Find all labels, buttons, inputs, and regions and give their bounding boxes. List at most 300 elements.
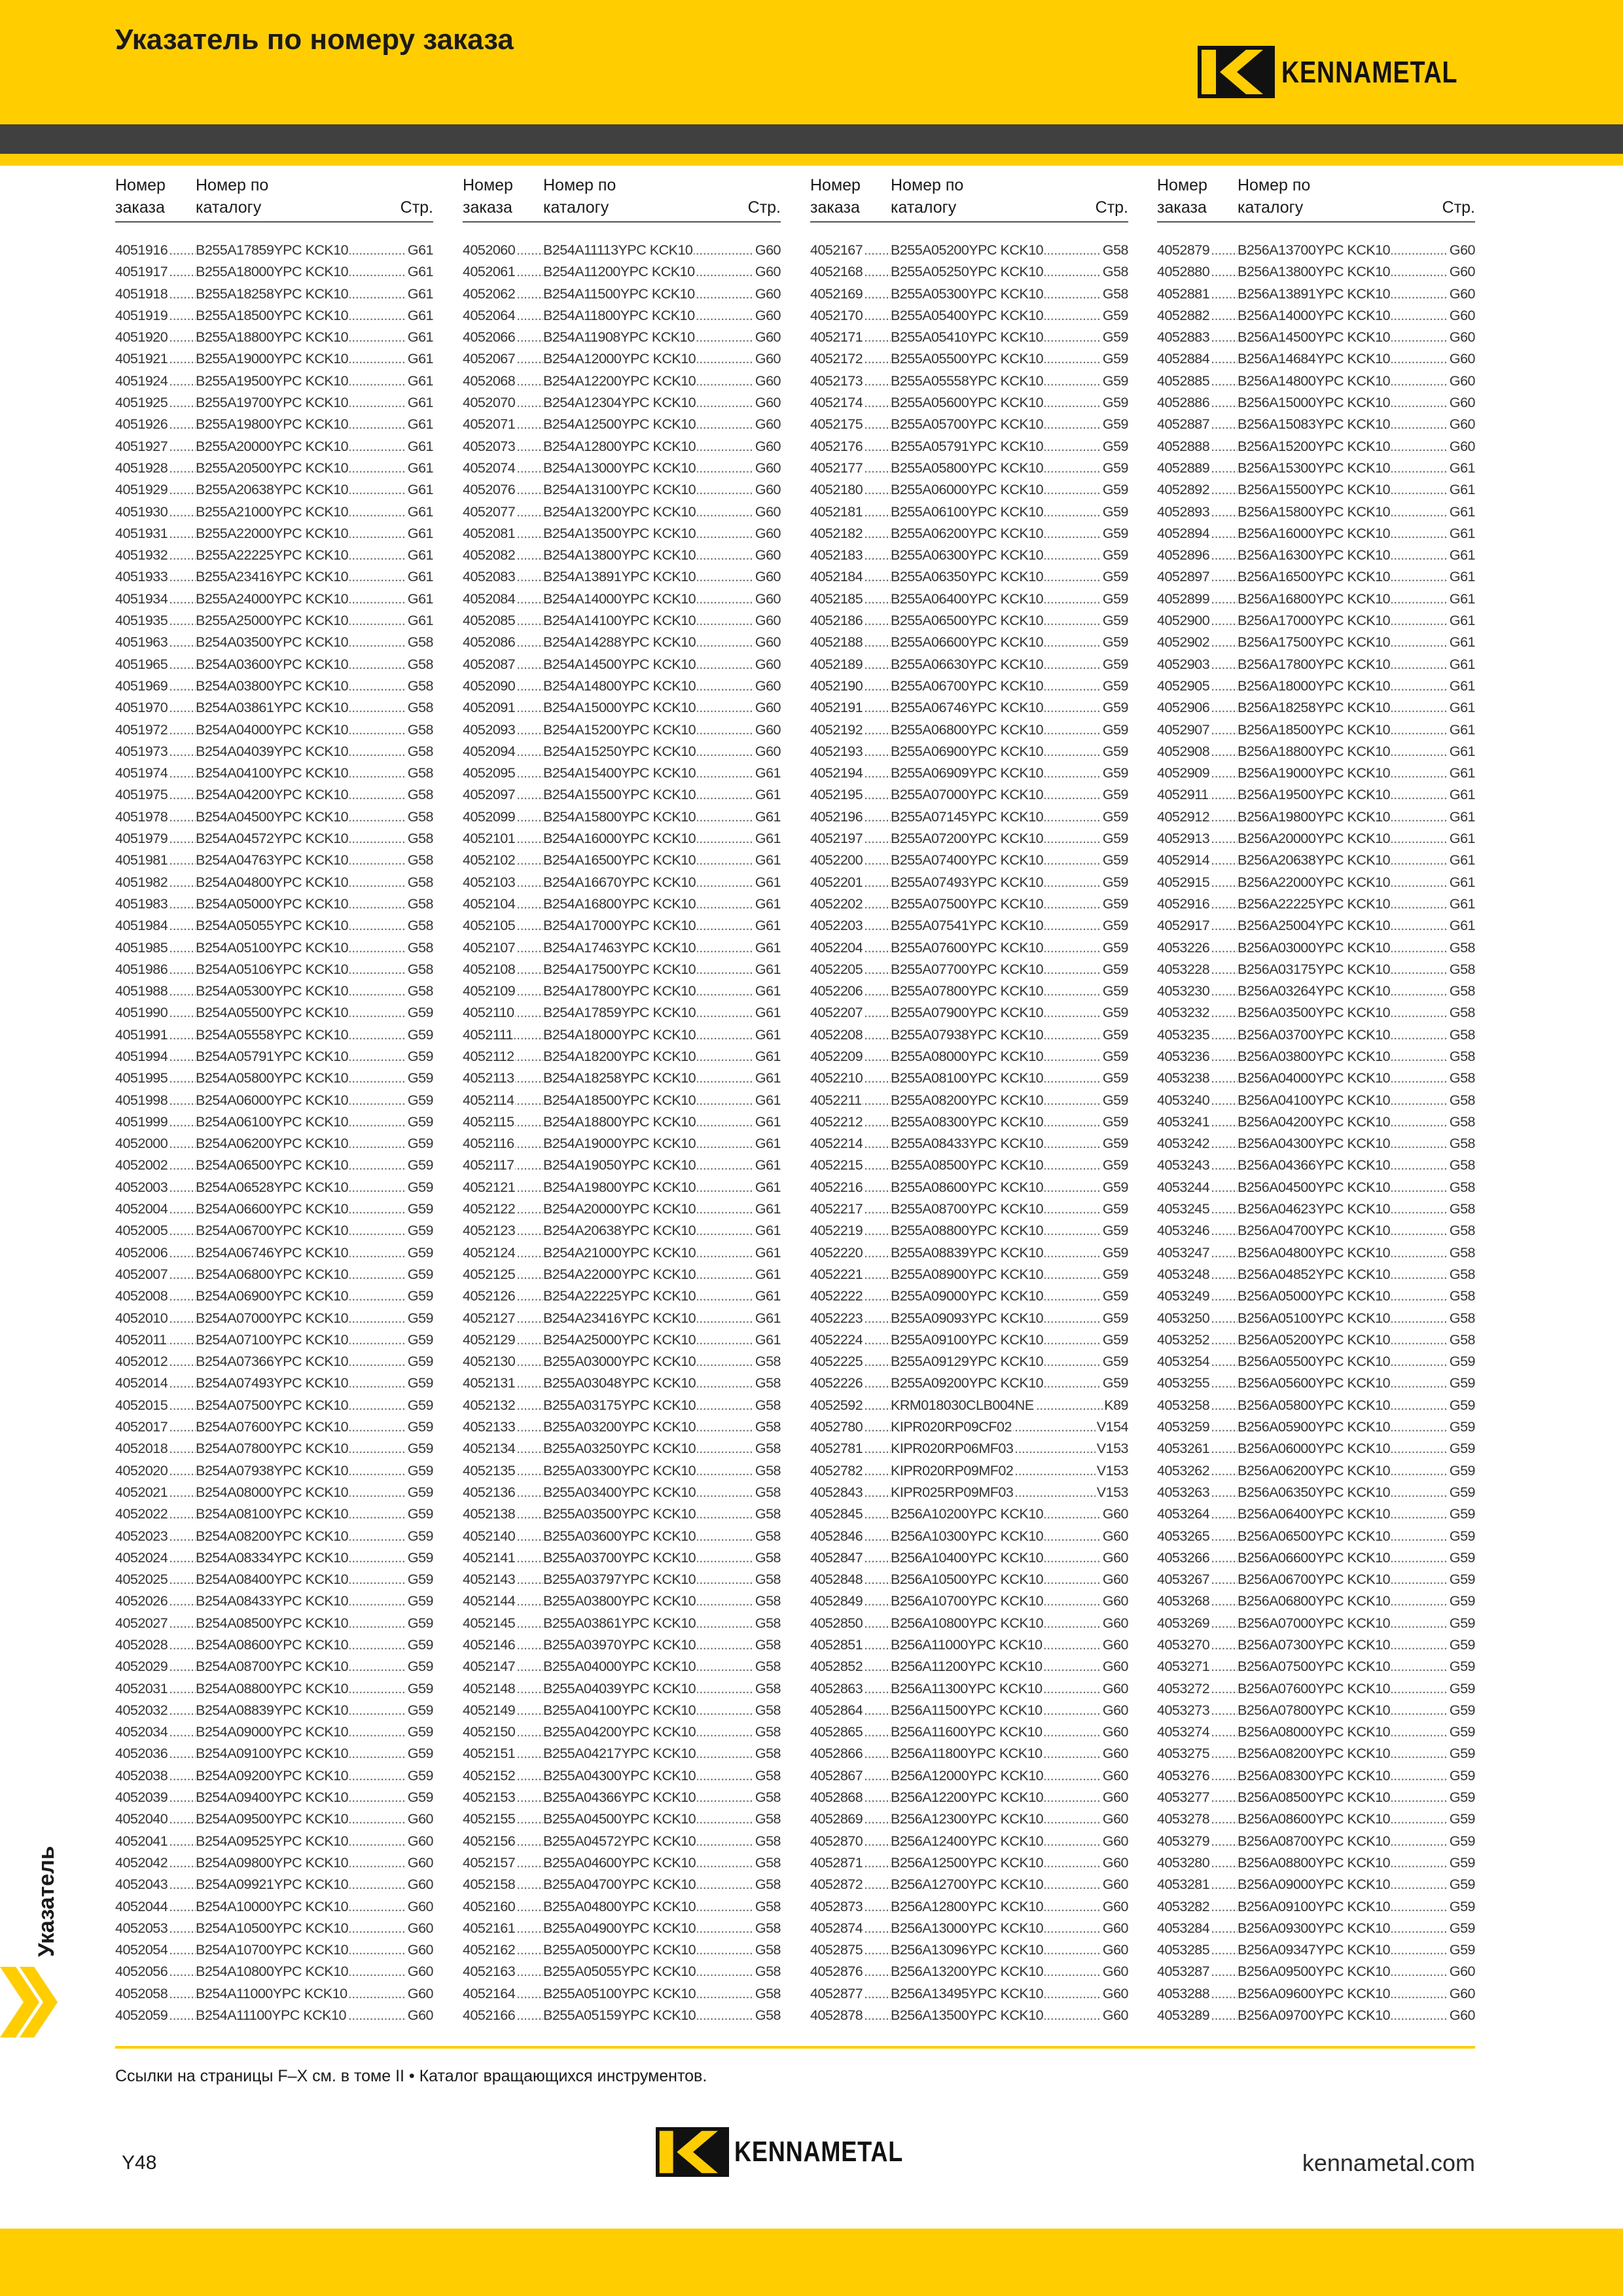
page-ref[interactable]: G61 xyxy=(754,1024,781,1046)
page-ref[interactable]: G58 xyxy=(754,2005,781,2026)
page-ref[interactable]: G59 xyxy=(406,1503,433,1525)
page-ref[interactable]: G60 xyxy=(1101,1613,1128,1634)
page-ref[interactable]: G58 xyxy=(1448,1155,1475,1176)
page-ref[interactable]: G59 xyxy=(1448,1613,1475,1634)
page-ref[interactable]: G58 xyxy=(754,1656,781,1677)
page-ref[interactable]: G60 xyxy=(406,2005,433,2026)
page-ref[interactable]: G58 xyxy=(1448,1002,1475,1024)
page-ref[interactable]: G59 xyxy=(406,1308,433,1329)
page-ref[interactable]: G58 xyxy=(1448,959,1475,980)
page-ref[interactable]: G59 xyxy=(1101,784,1128,806)
page-ref[interactable]: G58 xyxy=(1101,240,1128,261)
page-ref[interactable]: G61 xyxy=(754,784,781,806)
page-ref[interactable]: G58 xyxy=(406,719,433,741)
page-ref[interactable]: G59 xyxy=(1101,566,1128,588)
page-ref[interactable]: G58 xyxy=(406,632,433,653)
page-ref[interactable]: G61 xyxy=(406,501,433,523)
page-ref[interactable]: G59 xyxy=(1101,1351,1128,1372)
page-ref[interactable]: G60 xyxy=(754,523,781,545)
page-ref[interactable]: G59 xyxy=(1448,1460,1475,1482)
page-ref[interactable]: G61 xyxy=(1448,806,1475,828)
page-ref[interactable]: G59 xyxy=(1448,1395,1475,1416)
page-ref[interactable]: G61 xyxy=(754,762,781,784)
page-ref[interactable]: G58 xyxy=(754,1503,781,1525)
page-ref[interactable]: G60 xyxy=(1101,1656,1128,1677)
page-ref[interactable]: G59 xyxy=(1448,1852,1475,1874)
page-ref[interactable]: G59 xyxy=(1448,1656,1475,1677)
page-ref[interactable]: G60 xyxy=(754,283,781,305)
page-ref[interactable]: G61 xyxy=(1448,872,1475,893)
page-ref[interactable]: G61 xyxy=(406,327,433,348)
page-ref[interactable]: G59 xyxy=(1448,1372,1475,1394)
page-ref[interactable]: G59 xyxy=(1101,1133,1128,1155)
page-ref[interactable]: G59 xyxy=(1448,1590,1475,1612)
page-ref[interactable]: G60 xyxy=(1101,1634,1128,1656)
page-ref[interactable]: G61 xyxy=(1448,697,1475,719)
page-ref[interactable]: G60 xyxy=(1101,1808,1128,1830)
page-ref[interactable]: G59 xyxy=(406,1700,433,1721)
page-ref[interactable]: G61 xyxy=(754,893,781,915)
page-ref[interactable]: G59 xyxy=(406,1765,433,1787)
page-ref[interactable]: G58 xyxy=(754,1547,781,1569)
page-ref[interactable]: G58 xyxy=(406,828,433,850)
page-ref[interactable]: G59 xyxy=(1448,1743,1475,1765)
page-ref[interactable]: G61 xyxy=(1448,850,1475,871)
page-ref[interactable]: G60 xyxy=(1448,392,1475,414)
page-ref[interactable]: G61 xyxy=(406,479,433,501)
page-ref[interactable]: G59 xyxy=(1101,915,1128,937)
page-ref[interactable]: G61 xyxy=(406,566,433,588)
page-ref[interactable]: G61 xyxy=(754,1133,781,1155)
page-ref[interactable]: G61 xyxy=(754,1067,781,1089)
page-ref[interactable]: G61 xyxy=(1448,588,1475,610)
page-ref[interactable]: G58 xyxy=(754,1852,781,1874)
page-ref[interactable]: G58 xyxy=(1448,1329,1475,1351)
page-ref[interactable]: G59 xyxy=(1448,1634,1475,1656)
page-ref[interactable]: G60 xyxy=(754,414,781,435)
page-ref[interactable]: G58 xyxy=(1448,1198,1475,1220)
page-ref[interactable]: G60 xyxy=(406,1983,433,2005)
page-ref[interactable]: G59 xyxy=(1101,1111,1128,1133)
page-ref[interactable]: G59 xyxy=(1101,1177,1128,1198)
page-ref[interactable]: G59 xyxy=(1101,1090,1128,1111)
page-ref[interactable]: G61 xyxy=(754,1285,781,1307)
page-ref[interactable]: G61 xyxy=(406,436,433,457)
page-ref[interactable]: G58 xyxy=(754,1482,781,1503)
page-ref[interactable]: G59 xyxy=(406,1046,433,1067)
page-ref[interactable]: G58 xyxy=(754,1765,781,1787)
page-ref[interactable]: G59 xyxy=(1448,1721,1475,1743)
page-ref[interactable]: G61 xyxy=(1448,675,1475,697)
page-ref[interactable]: G59 xyxy=(1101,937,1128,959)
page-ref[interactable]: G61 xyxy=(754,1308,781,1329)
page-ref[interactable]: G61 xyxy=(754,1220,781,1242)
page-ref[interactable]: G59 xyxy=(1101,588,1128,610)
page-ref[interactable]: G59 xyxy=(1101,545,1128,566)
page-ref[interactable]: G58 xyxy=(1448,1133,1475,1155)
page-ref[interactable]: G60 xyxy=(406,1852,433,1874)
page-ref[interactable]: G59 xyxy=(1101,392,1128,414)
page-ref[interactable]: G59 xyxy=(1101,741,1128,762)
page-ref[interactable]: G61 xyxy=(754,1090,781,1111)
page-ref[interactable]: G60 xyxy=(1448,348,1475,370)
page-ref[interactable]: G60 xyxy=(1101,1743,1128,1765)
page-ref[interactable]: G60 xyxy=(406,1896,433,1918)
page-ref[interactable]: G59 xyxy=(1101,370,1128,392)
page-ref[interactable]: G61 xyxy=(1448,719,1475,741)
page-ref[interactable]: G58 xyxy=(406,915,433,937)
page-ref[interactable]: G58 xyxy=(1448,1220,1475,1242)
page-ref[interactable]: G59 xyxy=(1101,1308,1128,1329)
page-ref[interactable]: G61 xyxy=(406,261,433,283)
page-ref[interactable]: G59 xyxy=(406,1111,433,1133)
page-ref[interactable]: G60 xyxy=(1101,1590,1128,1612)
page-ref[interactable]: G58 xyxy=(1448,1090,1475,1111)
page-ref[interactable]: G59 xyxy=(1101,305,1128,327)
page-ref[interactable]: G60 xyxy=(754,457,781,479)
page-ref[interactable]: G61 xyxy=(754,915,781,937)
page-ref[interactable]: G60 xyxy=(1101,1526,1128,1547)
page-ref[interactable]: G60 xyxy=(754,392,781,414)
page-ref[interactable]: G59 xyxy=(1448,1874,1475,1895)
page-ref[interactable]: G58 xyxy=(754,1372,781,1394)
page-ref[interactable]: G60 xyxy=(754,675,781,697)
page-ref[interactable]: G59 xyxy=(406,1242,433,1264)
page-ref[interactable]: G60 xyxy=(1101,1787,1128,1808)
page-ref[interactable]: G58 xyxy=(406,959,433,980)
page-ref[interactable]: G61 xyxy=(1448,523,1475,545)
page-ref[interactable]: G61 xyxy=(1448,654,1475,675)
page-ref[interactable]: G60 xyxy=(754,588,781,610)
page-ref[interactable]: G59 xyxy=(1448,1482,1475,1503)
page-ref[interactable]: G59 xyxy=(1101,1002,1128,1024)
page-ref[interactable]: G59 xyxy=(1101,806,1128,828)
page-ref[interactable]: G58 xyxy=(754,1939,781,1961)
page-ref[interactable]: G61 xyxy=(406,392,433,414)
page-ref[interactable]: G59 xyxy=(1448,1503,1475,1525)
page-ref[interactable]: G58 xyxy=(1448,1242,1475,1264)
page-ref[interactable]: G61 xyxy=(1448,741,1475,762)
page-ref[interactable]: G59 xyxy=(1448,1351,1475,1372)
page-ref[interactable]: G60 xyxy=(406,1918,433,1939)
page-ref[interactable]: G58 xyxy=(754,1721,781,1743)
page-ref[interactable]: G61 xyxy=(406,588,433,610)
page-ref[interactable]: G59 xyxy=(1101,675,1128,697)
page-ref[interactable]: G58 xyxy=(406,872,433,893)
page-ref[interactable]: G60 xyxy=(1448,283,1475,305)
page-ref[interactable]: G58 xyxy=(406,741,433,762)
website-link[interactable]: kennametal.com xyxy=(1302,2149,1475,2176)
page-ref[interactable]: G61 xyxy=(1448,893,1475,915)
page-ref[interactable]: G59 xyxy=(1101,1046,1128,1067)
page-ref[interactable]: G61 xyxy=(406,545,433,566)
page-ref[interactable]: G60 xyxy=(754,240,781,261)
page-ref[interactable]: G58 xyxy=(754,1743,781,1765)
page-ref[interactable]: G60 xyxy=(754,741,781,762)
page-ref[interactable]: G59 xyxy=(1101,850,1128,871)
page-ref[interactable]: G58 xyxy=(754,1700,781,1721)
page-ref[interactable]: G60 xyxy=(1101,1874,1128,1895)
page-ref[interactable]: G60 xyxy=(754,697,781,719)
page-ref[interactable]: G58 xyxy=(1448,1308,1475,1329)
page-ref[interactable]: G58 xyxy=(406,893,433,915)
page-ref[interactable]: G60 xyxy=(1101,1896,1128,1918)
page-ref[interactable]: G60 xyxy=(1101,1939,1128,1961)
page-ref[interactable]: G58 xyxy=(1448,1264,1475,1285)
page-ref[interactable]: G58 xyxy=(1448,1024,1475,1046)
page-ref[interactable]: G61 xyxy=(754,872,781,893)
page-ref[interactable]: G59 xyxy=(406,1198,433,1220)
page-ref[interactable]: G59 xyxy=(406,1155,433,1176)
page-ref[interactable]: G59 xyxy=(1448,1526,1475,1547)
page-ref[interactable]: G60 xyxy=(1101,1918,1128,1939)
page-ref[interactable]: G60 xyxy=(1101,1678,1128,1700)
page-ref[interactable]: G60 xyxy=(406,1961,433,1982)
page-ref[interactable]: G58 xyxy=(754,1678,781,1700)
page-ref[interactable]: G60 xyxy=(754,566,781,588)
page-ref[interactable]: G61 xyxy=(1448,545,1475,566)
page-ref[interactable]: G59 xyxy=(406,1743,433,1765)
page-ref[interactable]: G59 xyxy=(1101,959,1128,980)
page-ref[interactable]: G58 xyxy=(406,937,433,959)
page-ref[interactable]: G60 xyxy=(1448,261,1475,283)
page-ref[interactable]: G61 xyxy=(754,1002,781,1024)
page-ref[interactable]: G58 xyxy=(754,1918,781,1939)
page-ref[interactable]: G61 xyxy=(406,305,433,327)
page-ref[interactable]: G61 xyxy=(406,610,433,632)
page-ref[interactable]: G59 xyxy=(406,1285,433,1307)
page-ref[interactable]: G59 xyxy=(1101,610,1128,632)
page-ref[interactable]: G59 xyxy=(406,1590,433,1612)
page-ref[interactable]: G59 xyxy=(1448,1896,1475,1918)
page-ref[interactable]: G60 xyxy=(1101,1547,1128,1569)
page-ref[interactable]: G61 xyxy=(754,1242,781,1264)
page-ref[interactable]: G61 xyxy=(406,348,433,370)
page-ref[interactable]: G61 xyxy=(1448,457,1475,479)
page-ref[interactable]: G60 xyxy=(754,610,781,632)
page-ref[interactable]: G59 xyxy=(1101,348,1128,370)
page-ref[interactable]: G60 xyxy=(1101,1721,1128,1743)
page-ref[interactable]: G59 xyxy=(1448,1918,1475,1939)
page-ref[interactable]: G59 xyxy=(1448,1808,1475,1830)
page-ref[interactable]: G61 xyxy=(1448,828,1475,850)
page-ref[interactable]: G60 xyxy=(1448,327,1475,348)
page-ref[interactable]: G61 xyxy=(406,370,433,392)
page-ref[interactable]: G59 xyxy=(1101,1329,1128,1351)
page-ref[interactable]: G61 xyxy=(406,457,433,479)
page-ref[interactable]: G58 xyxy=(754,1896,781,1918)
page-ref[interactable]: G60 xyxy=(406,1808,433,1830)
page-ref[interactable]: G60 xyxy=(1448,2005,1475,2026)
page-ref[interactable]: G59 xyxy=(1101,523,1128,545)
page-ref[interactable]: G59 xyxy=(1101,872,1128,893)
page-ref[interactable]: G59 xyxy=(406,1460,433,1482)
page-ref[interactable]: G58 xyxy=(1448,1177,1475,1198)
page-ref[interactable]: G59 xyxy=(1448,1547,1475,1569)
page-ref[interactable]: G58 xyxy=(754,1831,781,1852)
page-ref[interactable]: G58 xyxy=(754,1416,781,1438)
page-ref[interactable]: G60 xyxy=(406,1874,433,1895)
page-ref[interactable]: G61 xyxy=(1448,566,1475,588)
page-ref[interactable]: G60 xyxy=(754,654,781,675)
page-ref[interactable]: G58 xyxy=(1448,1046,1475,1067)
page-ref[interactable]: G60 xyxy=(1101,1765,1128,1787)
page-ref[interactable]: G59 xyxy=(406,1613,433,1634)
page-ref[interactable]: G60 xyxy=(754,370,781,392)
page-ref[interactable]: G58 xyxy=(754,1569,781,1590)
page-ref[interactable]: G59 xyxy=(406,1395,433,1416)
page-ref[interactable]: G60 xyxy=(1101,1961,1128,1982)
page-ref[interactable]: G60 xyxy=(754,632,781,653)
page-ref[interactable]: G60 xyxy=(1101,1700,1128,1721)
page-ref[interactable]: G59 xyxy=(406,1526,433,1547)
page-ref[interactable]: G59 xyxy=(406,1133,433,1155)
page-ref[interactable]: G58 xyxy=(406,654,433,675)
page-ref[interactable]: G59 xyxy=(1101,414,1128,435)
page-ref[interactable]: G58 xyxy=(406,980,433,1002)
page-ref[interactable]: G59 xyxy=(1101,1264,1128,1285)
page-ref[interactable]: G61 xyxy=(754,1177,781,1198)
page-ref[interactable]: G61 xyxy=(754,980,781,1002)
page-ref[interactable]: G61 xyxy=(754,1111,781,1133)
page-ref[interactable]: G59 xyxy=(406,1482,433,1503)
page-ref[interactable]: G58 xyxy=(1448,1285,1475,1307)
page-ref[interactable]: G59 xyxy=(406,1067,433,1089)
page-ref[interactable]: G59 xyxy=(1101,1024,1128,1046)
page-ref[interactable]: G58 xyxy=(754,1526,781,1547)
page-ref[interactable]: G59 xyxy=(1101,828,1128,850)
page-ref[interactable]: G60 xyxy=(1101,1852,1128,1874)
page-ref[interactable]: G59 xyxy=(1448,1678,1475,1700)
page-ref[interactable]: G58 xyxy=(754,1787,781,1808)
page-ref[interactable]: G60 xyxy=(1448,240,1475,261)
page-ref[interactable]: G58 xyxy=(406,675,433,697)
page-ref[interactable]: G59 xyxy=(1101,1372,1128,1394)
page-ref[interactable]: G59 xyxy=(406,1177,433,1198)
page-ref[interactable]: G58 xyxy=(1101,261,1128,283)
page-ref[interactable]: G59 xyxy=(1101,1198,1128,1220)
page-ref[interactable]: G59 xyxy=(406,1721,433,1743)
page-ref[interactable]: G61 xyxy=(754,828,781,850)
page-ref[interactable]: G60 xyxy=(754,305,781,327)
page-ref[interactable]: G59 xyxy=(1101,697,1128,719)
page-ref[interactable]: G61 xyxy=(1448,784,1475,806)
page-ref[interactable]: G58 xyxy=(406,762,433,784)
page-ref[interactable]: G59 xyxy=(1101,1285,1128,1307)
page-ref[interactable]: K89 xyxy=(1103,1395,1128,1416)
page-ref[interactable]: G60 xyxy=(754,479,781,501)
page-ref[interactable]: G60 xyxy=(1101,1983,1128,2005)
page-ref[interactable]: G59 xyxy=(1101,632,1128,653)
page-ref[interactable]: G58 xyxy=(754,1351,781,1372)
page-ref[interactable]: G58 xyxy=(754,1438,781,1460)
page-ref[interactable]: G59 xyxy=(1448,1765,1475,1787)
page-ref[interactable]: G58 xyxy=(406,806,433,828)
page-ref[interactable]: G59 xyxy=(406,1634,433,1656)
page-ref[interactable]: G58 xyxy=(754,1613,781,1634)
page-ref[interactable]: G59 xyxy=(1448,1939,1475,1961)
page-ref[interactable]: G59 xyxy=(1101,1220,1128,1242)
page-ref[interactable]: G59 xyxy=(1101,762,1128,784)
page-ref[interactable]: G59 xyxy=(1101,980,1128,1002)
page-ref[interactable]: G60 xyxy=(754,436,781,457)
page-ref[interactable]: G59 xyxy=(1101,1155,1128,1176)
page-ref[interactable]: G59 xyxy=(1448,1700,1475,1721)
page-ref[interactable]: G60 xyxy=(754,348,781,370)
page-ref[interactable]: G59 xyxy=(406,1329,433,1351)
page-ref[interactable]: G59 xyxy=(406,1090,433,1111)
page-ref[interactable]: G58 xyxy=(1448,1111,1475,1133)
page-ref[interactable]: G58 xyxy=(754,1395,781,1416)
page-ref[interactable]: G60 xyxy=(1448,1983,1475,2005)
page-ref[interactable]: G60 xyxy=(1448,414,1475,435)
page-ref[interactable]: G59 xyxy=(406,1351,433,1372)
page-ref[interactable]: G61 xyxy=(754,1046,781,1067)
page-ref[interactable]: G58 xyxy=(1448,937,1475,959)
page-ref[interactable]: G60 xyxy=(754,261,781,283)
page-ref[interactable]: G59 xyxy=(406,1787,433,1808)
page-ref[interactable]: G61 xyxy=(1448,762,1475,784)
page-ref[interactable]: G59 xyxy=(1101,436,1128,457)
page-ref[interactable]: G58 xyxy=(754,1590,781,1612)
page-ref[interactable]: G61 xyxy=(754,1155,781,1176)
page-ref[interactable]: G60 xyxy=(1448,305,1475,327)
page-ref[interactable]: G61 xyxy=(1448,479,1475,501)
page-ref[interactable]: G60 xyxy=(406,1939,433,1961)
page-ref[interactable]: G59 xyxy=(406,1002,433,1024)
page-ref[interactable]: G59 xyxy=(1101,654,1128,675)
page-ref[interactable]: G61 xyxy=(1448,501,1475,523)
page-ref[interactable]: G59 xyxy=(1101,457,1128,479)
page-ref[interactable]: V154 xyxy=(1096,1416,1128,1438)
page-ref[interactable]: G60 xyxy=(1448,436,1475,457)
page-ref[interactable]: G59 xyxy=(1101,327,1128,348)
page-ref[interactable]: G58 xyxy=(754,1634,781,1656)
page-ref[interactable]: G59 xyxy=(1101,893,1128,915)
page-ref[interactable]: V153 xyxy=(1096,1460,1128,1482)
page-ref[interactable]: G60 xyxy=(1101,2005,1128,2026)
page-ref[interactable]: G59 xyxy=(406,1678,433,1700)
page-ref[interactable]: G59 xyxy=(406,1416,433,1438)
page-ref[interactable]: G61 xyxy=(754,959,781,980)
page-ref[interactable]: G60 xyxy=(754,545,781,566)
page-ref[interactable]: V153 xyxy=(1096,1482,1128,1503)
page-ref[interactable]: G59 xyxy=(1101,1242,1128,1264)
page-ref[interactable]: G59 xyxy=(406,1024,433,1046)
page-ref[interactable]: G61 xyxy=(754,850,781,871)
page-ref[interactable]: G59 xyxy=(1101,719,1128,741)
page-ref[interactable]: G59 xyxy=(1448,1416,1475,1438)
page-ref[interactable]: G59 xyxy=(406,1438,433,1460)
page-ref[interactable]: G61 xyxy=(754,806,781,828)
page-ref[interactable]: G59 xyxy=(406,1220,433,1242)
page-ref[interactable]: G61 xyxy=(1448,632,1475,653)
page-ref[interactable]: G58 xyxy=(406,697,433,719)
page-ref[interactable]: G59 xyxy=(1448,1438,1475,1460)
page-ref[interactable]: G60 xyxy=(754,501,781,523)
page-ref[interactable]: G60 xyxy=(406,1831,433,1852)
page-ref[interactable]: G58 xyxy=(406,850,433,871)
page-ref[interactable]: G59 xyxy=(1448,1831,1475,1852)
page-ref[interactable]: G59 xyxy=(1101,1067,1128,1089)
page-ref[interactable]: G59 xyxy=(1101,501,1128,523)
page-ref[interactable]: G60 xyxy=(1101,1569,1128,1590)
page-ref[interactable]: G61 xyxy=(754,937,781,959)
page-ref[interactable]: G61 xyxy=(406,523,433,545)
page-ref[interactable]: G61 xyxy=(754,1198,781,1220)
page-ref[interactable]: G60 xyxy=(1101,1503,1128,1525)
page-ref[interactable]: G58 xyxy=(1448,1067,1475,1089)
